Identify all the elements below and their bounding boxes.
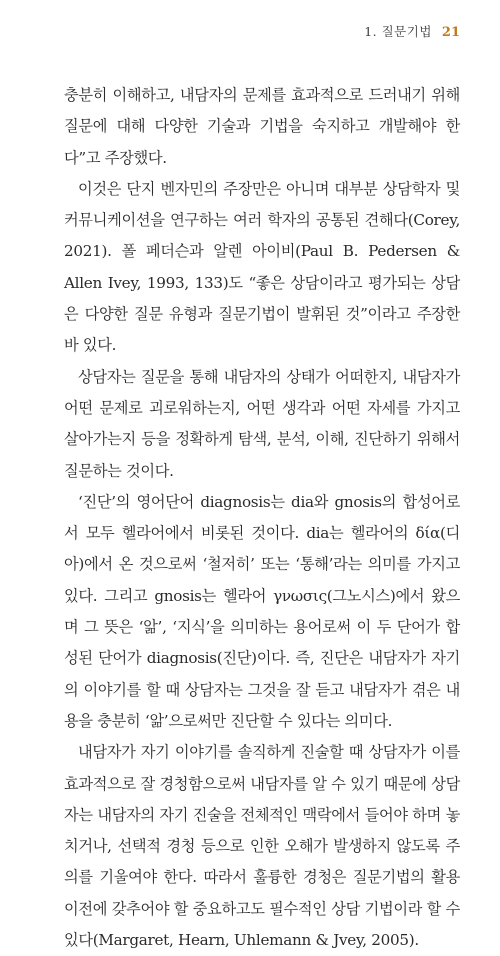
paragraph-listening: 내담자가 자기 이야기를 솔직하게 진술할 때 상담자가 이를 효과적으로 잘 경청함으로써 내담자를 알 수 있기 때문에 상담자는 내담자의 자기 진술을 전체적인 맥락에서 들어야 하며 놓치거나, 선택적 경청 등으로 인한 오해가 발생하지 않도록 주의를 기울여야 한다. 따라서 훌륭한 경청은 질문기법의 활용 이전에 갖추어야 할 중요하고도 필수적인 상담 기법이라 할 수 있다(Margaret, Hearn, Uhlemann & Jvey, 2005). <box>64 743 460 950</box>
paragraph-continued: 충분히 이해하고, 내담자의 문제를 효과적으로 드러내기 위해 질문에 대해 다양한 기술과 기법을 숙지하고 개발해야 한다”고 주장했다. <box>64 86 460 167</box>
body-text <box>64 80 460 956</box>
paragraph-question-purpose: 상담자는 질문을 통해 내담자의 상태가 어떠한지, 내담자가 어떤 문제로 괴로워하는지, 어떤 생각과 어떤 자세를 가지고 살아가는지 등을 정확하게 탐색, 분석, 이해, 진단하기 위해서 질문하는 것이다. <box>64 367 460 480</box>
paragraph-common-view: 이것은 단지 벤자민의 주장만은 아니며 대부분 상담학자 및 커뮤니케이션을 연구하는 여러 학자의 공통된 견해다(Corey, 2021). 폴 페더슨과 알렌 아이비(Paul B. Pedersen & Allen Ivey, 1993, 133)도 “좋은 상담이라고 평가되는 상담은 다양한 질문 유형과 질문기법이 발휘된 것”이라고 주장한 바 있다. <box>64 179 460 355</box>
paragraph-diagnosis-etymology: ‘진단’의 영어단어 diagnosis는 dia와 gnosis의 합성어로서 모두 헬라어에서 비롯된 것이다. dia는 헬라어의 δία(디아)에서 온 것으로써 ‘철저히’ 또는 ‘통해’라는 의미를 가지고 있다. 그리고 gnosis는 헬라어 γνωσις(그노시스)에서 왔으며 그 뜻은 ‘앎’, ‘지식’을 의미하는 용어로써 이 두 단어가 합성된 단어가 diagnosis(진단)이다. 즉, 진단은 내담자가 자기의 이야기를 할 때 상담자는 그것을 잘 듣고 내담자가 겪은 내용을 충분히 ‘앎’으로써만 진단할 수 있다는 의미다. <box>64 492 460 730</box>
running-header <box>364 22 460 40</box>
page-number: 21 <box>441 25 460 40</box>
chapter-title: 1. 질문기법 <box>364 24 432 39</box>
